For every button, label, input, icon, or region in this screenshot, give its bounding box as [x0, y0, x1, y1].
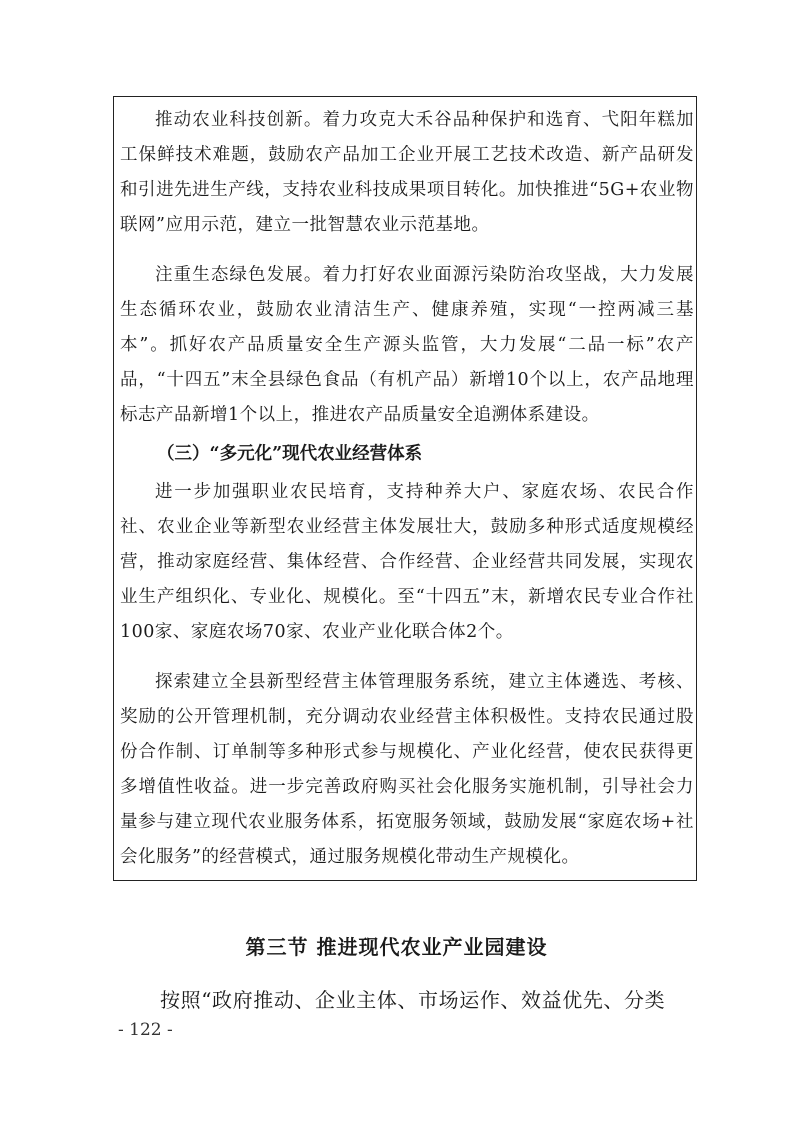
bottom-paragraph: 按照“政府推动、企业主体、市场运作、效益优先、分类: [160, 988, 666, 1012]
section-title: 第三节 推进现代农业产业园建设: [245, 935, 548, 959]
subsection-heading: （三）“多元化”现代农业经营体系: [157, 444, 423, 464]
page-number: - 122 -: [118, 1020, 173, 1040]
paragraph-tech-innovation: 推动农业科技创新。着力攻克大禾谷品种保护和选育、弋阳年糕加工保鲜技术难题，鼓励农产品加工企业开展工艺技术改造、新产品研发和引进先进生产线，支持农业科技成果项目转化。加快推进“5G+农业物联网”应用示范，建立一批智慧农业示范基地。: [120, 110, 694, 235]
paragraph-green-development: 注重生态绿色发展。着力打好农业面源污染防治攻坚战，大力发展生态循环农业，鼓励农业清洁生产、健康养殖，实现“一控两减三基本”。抓好农产品质量安全生产源头监管，大力发展“二品一标”农产品，“十四五”末全县绿色食品（有机产品）新增10个以上，农产品地理标志产品新增1个以上，推进农产品质量安全追溯体系建设。: [120, 265, 694, 425]
paragraph-farmer-cultivation: 进一步加强职业农民培育，支持种养大户、家庭农场、农民合作社、农业企业等新型农业经营主体发展壮大，鼓励多种形式适度规模经营，推动家庭经营、集体经营、合作经营、企业经营共同发展，实现农业生产组织化、专业化、规模化。至“十四五”末，新增农民专业合作社100家、家庭农场70家、农业产业化联合体2个。: [120, 482, 694, 642]
paragraph-management-system: 探索建立全县新型经营主体管理服务系统，建立主体遴选、考核、奖励的公开管理机制，充分调动农业经营主体积极性。支持农民通过股份合作制、订单制等多种形式参与规模化、产业化经营，使农民获得更多增值性收益。进一步完善政府购买社会化服务实施机制，引导社会力量参与建立现代农业服务体系，拓宽服务领域，鼓励发展“家庭农场+社会化服务”的经营模式，通过服务规模化带动生产规模化。: [120, 672, 694, 867]
